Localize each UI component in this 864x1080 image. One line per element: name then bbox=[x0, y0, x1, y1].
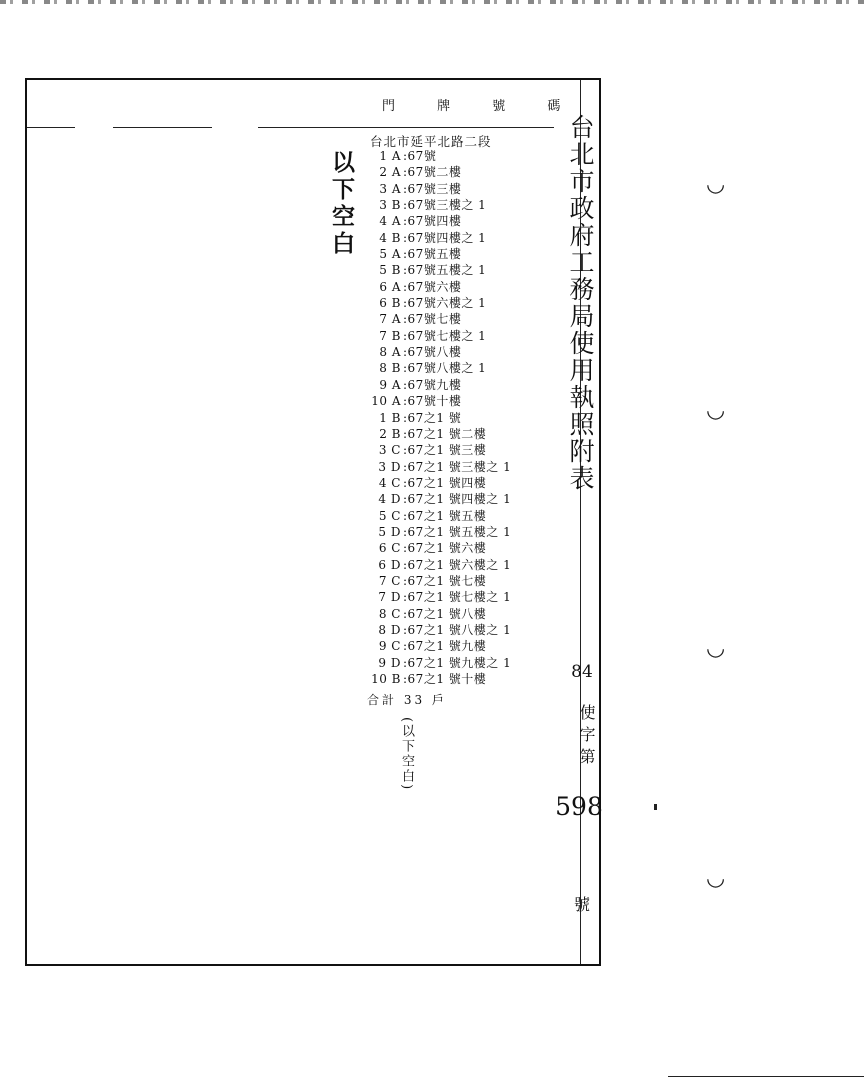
address-text: 67號二樓 bbox=[407, 165, 462, 180]
address-text: 67之1 號六樓 bbox=[407, 541, 487, 556]
separator: : bbox=[403, 312, 408, 327]
address-entry bbox=[367, 393, 511, 409]
address-entry bbox=[367, 148, 511, 164]
separator: : bbox=[403, 149, 408, 163]
address-text: 67號七樓 bbox=[407, 312, 462, 327]
address-entry bbox=[367, 164, 511, 180]
document-frame bbox=[25, 78, 601, 966]
address-text: 67號六樓之 1 bbox=[407, 296, 487, 311]
address-entry bbox=[367, 197, 511, 213]
scan-noise-top bbox=[0, 0, 864, 4]
address-entry bbox=[367, 410, 511, 426]
address-entry bbox=[367, 426, 511, 442]
separator: : bbox=[403, 230, 408, 245]
separator: : bbox=[403, 639, 408, 654]
unit-code: 6 D bbox=[378, 557, 401, 572]
unit-code: 3 C bbox=[378, 443, 401, 458]
binding-hole-mark: ◡ bbox=[706, 398, 726, 423]
separator: : bbox=[403, 247, 408, 262]
header-rule-gap bbox=[212, 125, 258, 130]
address-entry bbox=[367, 557, 511, 573]
unit-code: 8 D bbox=[378, 622, 401, 637]
unit-code: 6 A bbox=[379, 279, 401, 294]
unit-code: 1 B bbox=[379, 410, 401, 425]
unit-code: 4 C bbox=[378, 475, 401, 490]
address-entry bbox=[367, 606, 511, 622]
separator: : bbox=[403, 198, 408, 213]
address-text: 67之1 號三樓 bbox=[407, 443, 487, 458]
separator: : bbox=[403, 345, 408, 360]
unit-code: 8 C bbox=[378, 606, 401, 621]
document-title: 台北市政府工務局使用執照附表 bbox=[566, 114, 595, 492]
address-entry bbox=[367, 328, 511, 344]
address-text: 67號四樓之 1 bbox=[407, 230, 487, 245]
address-text: 67之1 號九樓之 1 bbox=[407, 655, 512, 670]
address-entry bbox=[367, 311, 511, 327]
address-text: 67號七樓之 1 bbox=[407, 328, 487, 343]
street-name: 台北市延平北路二段 bbox=[370, 134, 492, 149]
address-entry bbox=[367, 279, 511, 295]
address-entry bbox=[367, 589, 511, 605]
address-entry bbox=[367, 524, 511, 540]
address-entry bbox=[367, 491, 511, 507]
unit-code: 7 A bbox=[379, 312, 401, 327]
license-word: 使字第 bbox=[577, 704, 596, 770]
unit-code: 10 A bbox=[371, 394, 401, 409]
unit-code: 4 A bbox=[379, 214, 401, 229]
address-entry bbox=[367, 638, 511, 654]
address-entry bbox=[367, 344, 511, 360]
separator: : bbox=[403, 377, 408, 392]
address-entry bbox=[367, 295, 511, 311]
separator: : bbox=[403, 524, 408, 539]
separator: : bbox=[403, 181, 408, 196]
separator: : bbox=[403, 443, 408, 458]
column-header: 門 牌 號 碼 bbox=[382, 99, 580, 114]
handwritten-blank-note: 以下空白 bbox=[328, 150, 354, 258]
address-text: 67之1 號六樓之 1 bbox=[407, 557, 512, 572]
separator: : bbox=[403, 622, 408, 637]
unit-code: 9 A bbox=[379, 377, 401, 392]
address-entry bbox=[367, 655, 511, 671]
address-text: 67之1 號七樓 bbox=[407, 573, 487, 588]
address-text: 67之1 號四樓之 1 bbox=[407, 492, 512, 507]
address-entry bbox=[367, 573, 511, 589]
address-text: 67之1 號八樓 bbox=[407, 606, 487, 621]
address-text: 67號五樓 bbox=[407, 247, 462, 262]
blank-below-note: (以下空白) bbox=[399, 717, 414, 792]
unit-code: 9 D bbox=[378, 655, 401, 670]
unit-code: 4 D bbox=[378, 492, 401, 507]
address-text: 67號五樓之 1 bbox=[407, 263, 487, 278]
unit-code: 5 A bbox=[379, 247, 401, 262]
unit-code: 2 A bbox=[379, 165, 401, 180]
unit-code: 7 D bbox=[378, 590, 401, 605]
separator: : bbox=[403, 606, 408, 621]
separator: : bbox=[403, 394, 408, 409]
separator: : bbox=[403, 361, 408, 376]
address-entry bbox=[367, 459, 511, 475]
address-entry bbox=[367, 377, 511, 393]
address-text: 67之1 號九樓 bbox=[407, 639, 487, 654]
separator: : bbox=[403, 296, 408, 311]
scan-speck bbox=[654, 804, 657, 810]
binding-hole-mark: ◡ bbox=[706, 636, 726, 661]
address-text: 67號三樓 bbox=[407, 181, 462, 196]
address-entry bbox=[367, 671, 511, 687]
address-text: 67之1 號 bbox=[407, 410, 462, 425]
address-text: 67號九樓 bbox=[407, 377, 462, 392]
unit-code: 2 B bbox=[379, 426, 401, 441]
address-list bbox=[367, 148, 511, 687]
address-entry bbox=[367, 540, 511, 556]
license-suffix: 號 bbox=[573, 895, 590, 914]
unit-code: 10 B bbox=[371, 672, 401, 686]
separator: : bbox=[403, 508, 408, 523]
unit-code: 9 C bbox=[378, 639, 401, 654]
address-entry bbox=[367, 442, 511, 458]
address-text: 67號八樓之 1 bbox=[407, 361, 487, 376]
unit-code: 6 C bbox=[378, 541, 401, 556]
address-entry bbox=[367, 213, 511, 229]
license-year: 84 bbox=[571, 662, 593, 682]
total-count: 合計 33 戶 bbox=[367, 693, 447, 707]
address-text: 67之1 號二樓 bbox=[407, 426, 487, 441]
unit-code: 7 C bbox=[378, 573, 401, 588]
address-entry bbox=[367, 181, 511, 197]
address-text: 67之1 號十樓 bbox=[407, 672, 487, 686]
unit-code: 8 A bbox=[379, 345, 401, 360]
address-text: 67之1 號五樓之 1 bbox=[407, 524, 512, 539]
unit-code: 5 C bbox=[378, 508, 401, 523]
unit-code: 4 B bbox=[379, 230, 401, 245]
unit-code: 8 B bbox=[379, 361, 401, 376]
address-text: 67之1 號八樓之 1 bbox=[407, 622, 512, 637]
separator: : bbox=[403, 165, 408, 180]
address-entry bbox=[367, 246, 511, 262]
unit-code: 5 B bbox=[379, 263, 401, 278]
separator: : bbox=[403, 459, 408, 474]
separator: : bbox=[403, 263, 408, 278]
separator: : bbox=[403, 573, 408, 588]
separator: : bbox=[403, 214, 408, 229]
unit-code: 6 B bbox=[379, 296, 401, 311]
license-number: 598 bbox=[555, 792, 603, 821]
address-text: 67之1 號五樓 bbox=[407, 508, 487, 523]
separator: : bbox=[403, 590, 408, 605]
unit-code: 3 A bbox=[379, 181, 401, 196]
address-entry bbox=[367, 360, 511, 376]
address-text: 67號三樓之 1 bbox=[407, 198, 487, 213]
separator: : bbox=[403, 328, 408, 343]
address-entry bbox=[367, 262, 511, 278]
unit-code: 7 B bbox=[379, 328, 401, 343]
separator: : bbox=[403, 410, 408, 425]
separator: : bbox=[403, 655, 408, 670]
address-text: 67之1 號七樓之 1 bbox=[407, 590, 512, 605]
unit-code: 5 D bbox=[378, 524, 401, 539]
separator: : bbox=[403, 279, 408, 294]
address-text: 67號四樓 bbox=[407, 214, 462, 229]
address-entry bbox=[367, 230, 511, 246]
unit-code: 3 B bbox=[379, 198, 401, 213]
address-entry bbox=[367, 475, 511, 491]
scan-edge-line bbox=[668, 1076, 864, 1077]
separator: : bbox=[403, 541, 408, 556]
separator: : bbox=[403, 492, 408, 507]
unit-code: 1 A bbox=[379, 149, 401, 163]
binding-hole-mark: ◡ bbox=[706, 172, 726, 197]
binding-hole-mark: ◡ bbox=[706, 866, 726, 891]
unit-code: 3 D bbox=[378, 459, 401, 474]
header-rule-gap bbox=[75, 125, 113, 130]
separator: : bbox=[403, 426, 408, 441]
address-text: 67號十樓 bbox=[407, 394, 462, 409]
address-text: 67之1 號三樓之 1 bbox=[407, 459, 512, 474]
address-text: 67號六樓 bbox=[407, 279, 462, 294]
separator: : bbox=[403, 557, 408, 572]
address-text: 67號 bbox=[407, 149, 437, 163]
address-text: 67之1 號四樓 bbox=[407, 475, 487, 490]
address-text: 67號八樓 bbox=[407, 345, 462, 360]
separator: : bbox=[403, 475, 408, 490]
address-entry bbox=[367, 622, 511, 638]
separator: : bbox=[403, 672, 408, 686]
address-entry bbox=[367, 508, 511, 524]
